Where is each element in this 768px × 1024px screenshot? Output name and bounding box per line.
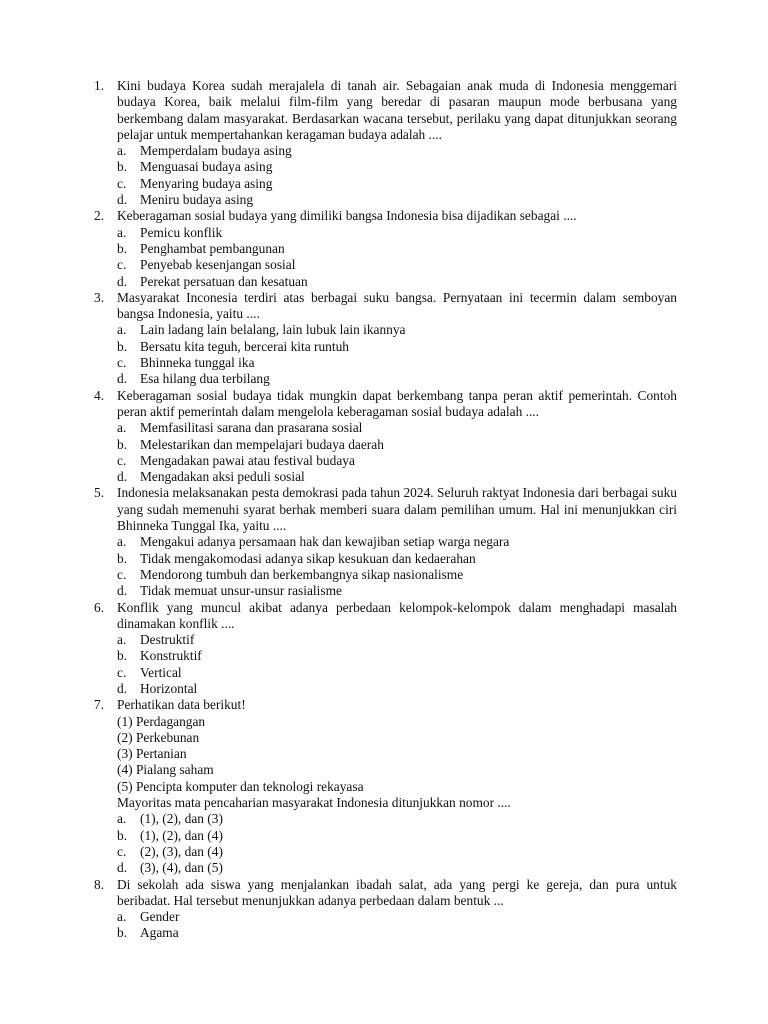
option-letter: a.	[117, 811, 127, 827]
option-d	[117, 274, 677, 290]
option-c	[117, 257, 677, 273]
option-b	[117, 925, 677, 941]
option-letter: c.	[117, 452, 127, 468]
option-text: Perekat persatuan dan kesatuan	[140, 273, 308, 289]
option-text: Agama	[140, 925, 179, 941]
option-text: Memfasilitasi sarana dan prasarana sosial	[140, 420, 363, 436]
option-c	[117, 844, 677, 860]
option-letter: a.	[117, 909, 127, 925]
option-text: Konstruktif	[140, 648, 202, 664]
option-text: (2), (3), dan (4)	[140, 843, 223, 859]
question-number: 5.	[94, 485, 105, 501]
question-6	[94, 600, 677, 698]
option-letter: a.	[117, 534, 127, 550]
option-d	[117, 469, 677, 485]
option-text: (1), (2), dan (4)	[140, 827, 223, 843]
option-a	[117, 534, 677, 550]
option-letter: d.	[117, 371, 128, 387]
data-list-item: (2) Perkebunan	[117, 729, 200, 745]
option-letter: b.	[117, 925, 128, 941]
option-letter: a.	[117, 632, 127, 648]
option-text: Esa hilang dua terbilang	[140, 371, 270, 387]
option-letter: c.	[117, 664, 127, 680]
option-letter: d.	[117, 583, 128, 599]
option-text: (3), (4), dan (5)	[140, 860, 223, 876]
option-letter: b.	[117, 240, 128, 256]
option-text: Destruktif	[140, 632, 195, 648]
question-text: Keberagaman sosial budaya yang dimiliki bangsa Indonesia bisa dijadikan sebagai ....	[117, 208, 577, 224]
option-c	[117, 355, 677, 371]
option-d	[117, 371, 677, 387]
option-text: Tidak mengakomodasi adanya sikap kesukuan dan kedaerahan	[140, 550, 476, 566]
option-b	[117, 648, 677, 664]
option-text: Melestarikan dan mempelajari budaya daerah	[140, 436, 384, 452]
option-text: Bersatu kita teguh, bercerai kita runtuh	[140, 338, 349, 354]
question-number: 6.	[94, 599, 105, 615]
option-text: Horizontal	[140, 680, 198, 696]
question-number: 2.	[94, 208, 105, 224]
option-letter: b.	[117, 436, 128, 452]
question-4	[94, 388, 677, 486]
option-text: Menguasai budaya asing	[140, 159, 273, 175]
option-a	[117, 143, 677, 159]
option-letter: b.	[117, 550, 128, 566]
option-letter: c.	[117, 175, 127, 191]
option-text: (1), (2), dan (3)	[140, 811, 223, 827]
option-b	[117, 241, 677, 257]
option-text: Penyebab kesenjangan sosial	[140, 257, 296, 273]
option-text: Mendorong tumbuh dan berkembangnya sikap nasionalisme	[140, 566, 464, 582]
option-letter: b.	[117, 648, 128, 664]
option-text: Lain ladang lain belalang, lain lubuk lain ikannya	[140, 322, 406, 338]
question-number: 7.	[94, 697, 105, 713]
option-a	[117, 322, 677, 338]
option-c	[117, 453, 677, 469]
option-letter: c.	[117, 355, 127, 371]
option-letter: d.	[117, 273, 128, 289]
option-text: Memperdalam budaya asing	[140, 143, 292, 159]
option-text: Bhinneka tunggal ika	[140, 355, 255, 371]
option-letter: d.	[117, 192, 128, 208]
option-c	[117, 567, 677, 583]
option-letter: b.	[117, 159, 128, 175]
question-number: 8.	[94, 876, 105, 892]
option-text: Gender	[140, 909, 180, 925]
option-b	[117, 159, 677, 175]
question-1	[94, 78, 677, 208]
option-c	[117, 176, 677, 192]
option-letter: b.	[117, 827, 128, 843]
question-followup: Mayoritas mata pencaharian masyarakat Indonesia ditunjukkan nomor ....	[117, 795, 511, 811]
option-text: Vertical	[140, 664, 182, 680]
question-8	[94, 877, 677, 942]
data-list-item: (1) Perdagangan	[117, 713, 206, 729]
question-2	[94, 208, 677, 289]
option-b	[117, 437, 677, 453]
option-letter: a.	[117, 143, 127, 159]
question-3	[94, 290, 677, 388]
option-c	[117, 665, 677, 681]
option-text: Pemicu konflik	[140, 224, 223, 240]
option-d	[117, 860, 677, 876]
option-text: Tidak memuat unsur-unsur rasialisme	[140, 583, 342, 599]
question-text: Konflik yang muncul akibat adanya perbedaan kelompok-kelompok dalam menghadapi masalah dinamakan konflik ....	[117, 599, 677, 631]
data-list-item: (3) Pertanian	[117, 746, 187, 762]
option-text: Mengadakan aksi peduli sosial	[140, 469, 305, 485]
option-a	[117, 420, 677, 436]
question-text: Kini budaya Korea sudah merajalela di tanah air. Sebagaian anak muda di Indonesia menggemari budaya Korea, baik melalui film-film yang beredar di pasaran maupun mode berbusana yang berkembang dalam masyarakat. Berdasarkan wacana tersebut, perilaku yang dapat ditunjukkan seorang pelajar untuk mempertahankan keragaman budaya adalah ....	[117, 78, 677, 142]
question-number: 3.	[94, 289, 105, 305]
option-letter: d.	[117, 469, 128, 485]
question-number: 4.	[94, 387, 105, 403]
question-7	[94, 697, 677, 876]
option-a	[117, 632, 677, 648]
question-text: Perhatikan data berikut!	[117, 697, 246, 713]
question-text: Indonesia melaksanakan pesta demokrasi pada tahun 2024. Seluruh raktyat Indonesia dari berbagai suku yang sudah memenuhi syarat berhak memberi suara dalam pemilihan umum. Hal ini menunjukkan ciri Bhinneka Tunggal Ika, yaitu ....	[117, 485, 677, 534]
question-5	[94, 485, 677, 599]
option-b	[117, 828, 677, 844]
option-letter: d.	[117, 860, 128, 876]
option-letter: c.	[117, 843, 127, 859]
option-letter: a.	[117, 322, 127, 338]
question-text: Di sekolah ada siswa yang menjalankan ibadah salat, ada yang pergi ke gereja, dan pura untuk beribadat. Hal tersebut menunjukkan adanya perbedaan dalam bentuk ...	[117, 876, 677, 908]
option-letter: a.	[117, 420, 127, 436]
option-b	[117, 339, 677, 355]
option-d	[117, 681, 677, 697]
option-a	[117, 225, 677, 241]
question-text: Masyarakat Inconesia terdiri atas berbagai suku bangsa. Pernyataan ini tecermin dalam semboyan bangsa Indonesia, yaitu ....	[117, 289, 677, 322]
option-letter: d.	[117, 680, 128, 696]
question-number: 1.	[94, 78, 105, 93]
data-list-item: (4) Pialang saham	[117, 762, 214, 778]
option-d	[117, 583, 677, 599]
option-letter: b.	[117, 338, 128, 354]
option-letter: c.	[117, 257, 127, 273]
option-b	[117, 551, 677, 567]
option-a	[117, 811, 677, 827]
question-text: Keberagaman sosial budaya tidak mungkin dapat berkembang tanpa peran aktif pemerintah. Contoh peran aktif pemerintah dalam mengelola keberagaman sosial budaya adalah ....	[117, 387, 677, 419]
option-a	[117, 909, 677, 925]
option-text: Mengadakan pawai atau festival budaya	[140, 452, 355, 468]
option-d	[117, 192, 677, 208]
option-letter: c.	[117, 566, 127, 582]
option-text: Mengakui adanya persamaan hak dan kewajiban setiap warga negara	[140, 534, 510, 550]
option-text: Meniru budaya asing	[140, 192, 254, 208]
data-list-item: (5) Pencipta komputer dan teknologi rekayasa	[117, 778, 364, 794]
option-letter: a.	[117, 224, 127, 240]
option-text: Menyaring budaya asing	[140, 175, 273, 191]
option-text: Penghambat pembangunan	[140, 240, 285, 256]
